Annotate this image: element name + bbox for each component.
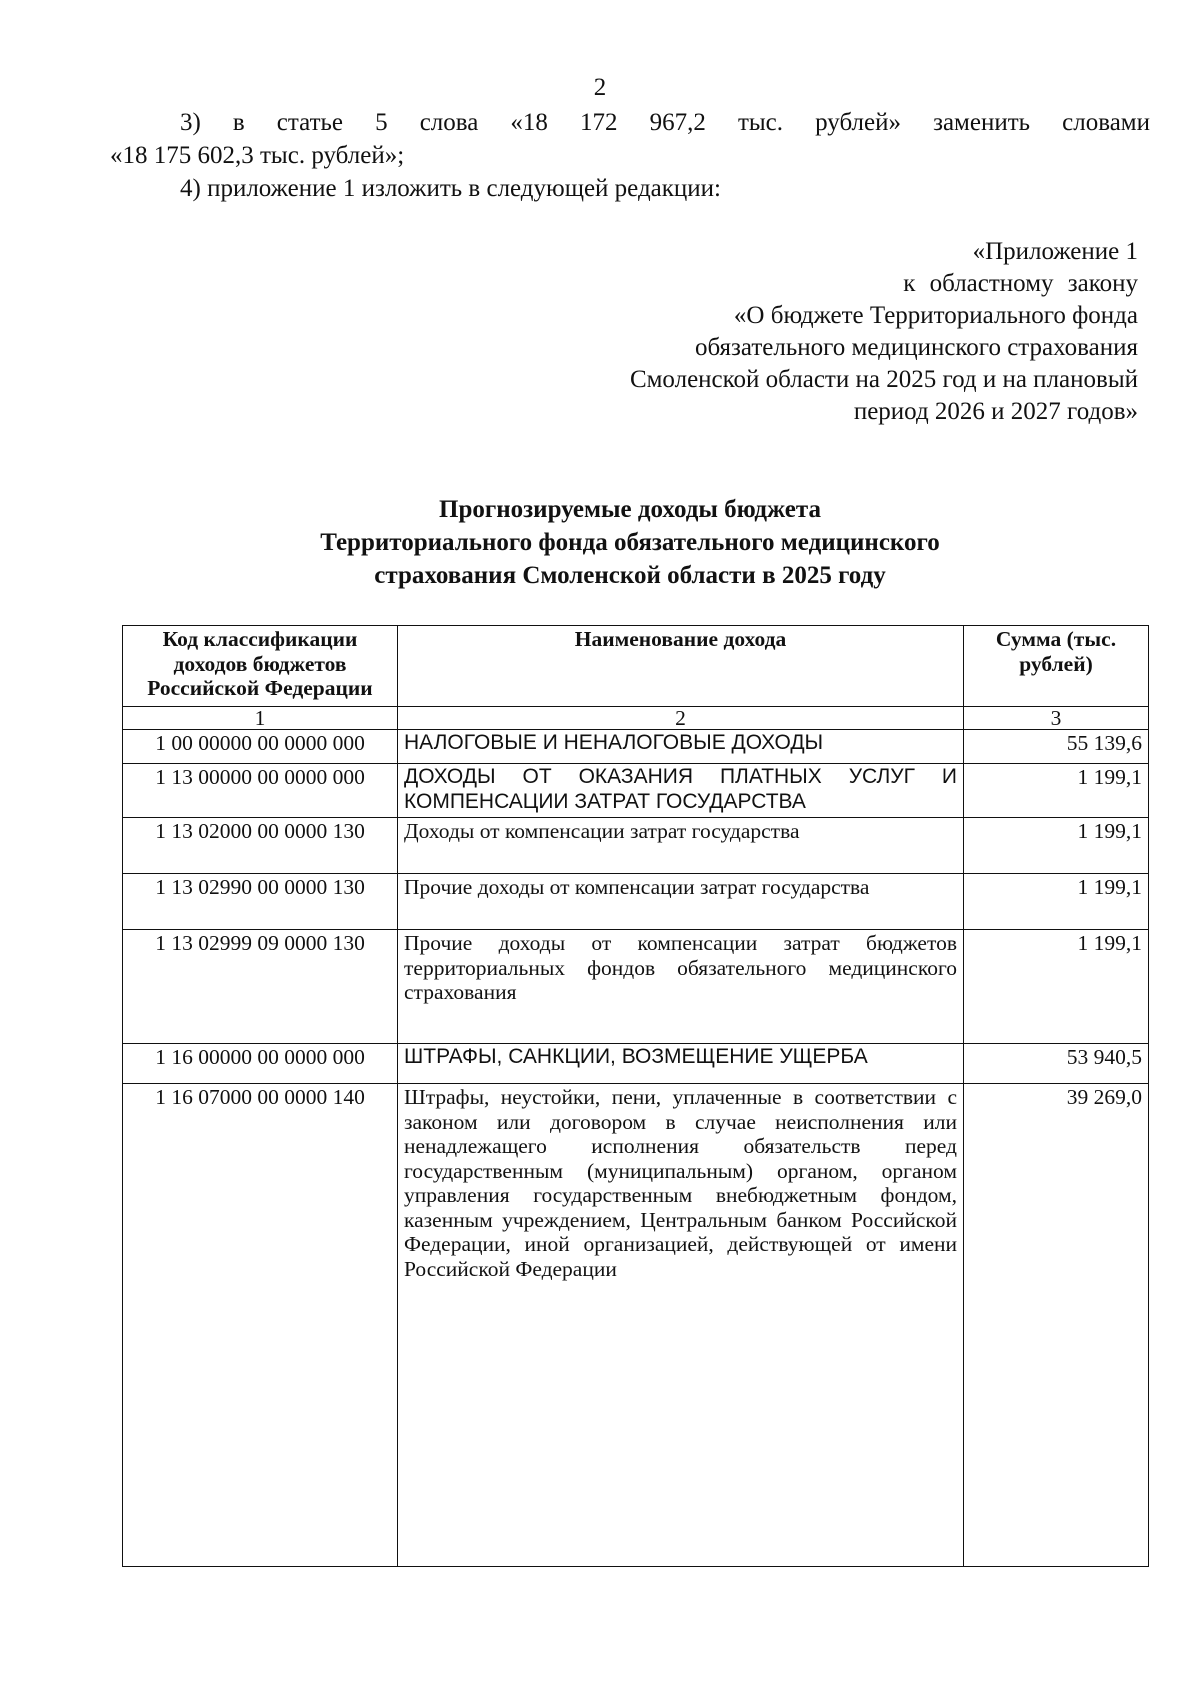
row-name: Штрафы, неустойки, пени, уплаченные в соответствии с законом или договором в случае неисполнения или ненадлежащего исполнения обязательств перед государственным (муниципальным) органом, органом управления государственным внебюджетным фондом, казенным учреждением, Центральным банком Российской Федерации, иной организацией, действующей от имени Российской Федерации [398,1084,964,1567]
row-sum: 1 199,1 [964,818,1149,874]
table-title-line-2: Территориального фонда обязательного медицинского [320,529,940,556]
appendix-line-6: период 2026 и 2027 годов» [853,398,1138,425]
row-code: 1 16 00000 00 0000 000 [123,1044,398,1084]
column-number: 3 [964,707,1149,730]
appendix-line-1: «Приложение 1 [972,238,1138,265]
table-row [123,764,1149,818]
income-table [122,625,1149,1567]
row-sum: 1 199,1 [964,930,1149,1044]
header-code: Код классификации доходов бюджетов Российской Федерации [123,626,398,707]
paragraph-4: 4) приложение 1 изложить в следующей редакции: [180,175,721,202]
row-sum: 1 199,1 [964,764,1149,818]
row-name: ДОХОДЫ ОТ ОКАЗАНИЯ ПЛАТНЫХ УСЛУГ И КОМПЕНСАЦИИ ЗАТРАТ ГОСУДАРСТВА [398,764,964,818]
row-name: НАЛОГОВЫЕ И НЕНАЛОГОВЫЕ ДОХОДЫ [398,730,964,764]
column-number-row [123,707,1149,730]
table-header-row [123,626,1149,707]
row-sum: 53 940,5 [964,1044,1149,1084]
row-code: 1 13 02990 00 0000 130 [123,874,398,930]
column-number: 2 [398,707,964,730]
appendix-line-2: к областному закону [903,270,1138,297]
appendix-heading [438,236,1138,428]
row-name: Прочие доходы от компенсации затрат государства [398,874,964,930]
row-sum: 55 139,6 [964,730,1149,764]
row-name: ШТРАФЫ, САНКЦИИ, ВОЗМЕЩЕНИЕ УЩЕРБА [398,1044,964,1084]
table-row [123,818,1149,874]
table-title-line-3: страхования Смоленской области в 2025 году [374,562,886,589]
appendix-line-4: обязательного медицинского страхования [694,334,1138,361]
row-code: 1 16 07000 00 0000 140 [123,1084,398,1567]
table-row [123,1084,1149,1567]
header-name: Наименование дохода [398,626,964,707]
column-number: 1 [123,707,398,730]
row-code: 1 13 00000 00 0000 000 [123,764,398,818]
row-code: 1 00 00000 00 0000 000 [123,730,398,764]
row-code: 1 13 02000 00 0000 130 [123,818,398,874]
header-sum: Сумма (тыс. рублей) [964,626,1149,707]
table-title [150,493,1110,592]
table-title-line-1: Прогнозируемые доходы бюджета [439,496,821,523]
paragraph-3-line-1: 3) в статье 5 слова «18 172 967,2 тыс. рублей» заменить словами [180,109,1150,136]
row-name: Прочие доходы от компенсации затрат бюджетов территориальных фондов обязательного медицинского страхования [398,930,964,1044]
appendix-line-5: Смоленской области на 2025 год и на плановый [629,366,1138,393]
row-name: Доходы от компенсации затрат государства [398,818,964,874]
page-number: 2 [593,74,607,101]
row-code: 1 13 02999 09 0000 130 [123,930,398,1044]
table-row [123,930,1149,1044]
paragraph-3 [110,106,1150,172]
row-sum: 1 199,1 [964,874,1149,930]
appendix-line-3: «О бюджете Территориального фонда [733,302,1138,329]
table-row [123,730,1149,764]
paragraph-3-line-2: «18 175 602,3 тыс. рублей»; [110,142,405,169]
row-sum: 39 269,0 [964,1084,1149,1567]
table-row [123,1044,1149,1084]
table-row [123,874,1149,930]
